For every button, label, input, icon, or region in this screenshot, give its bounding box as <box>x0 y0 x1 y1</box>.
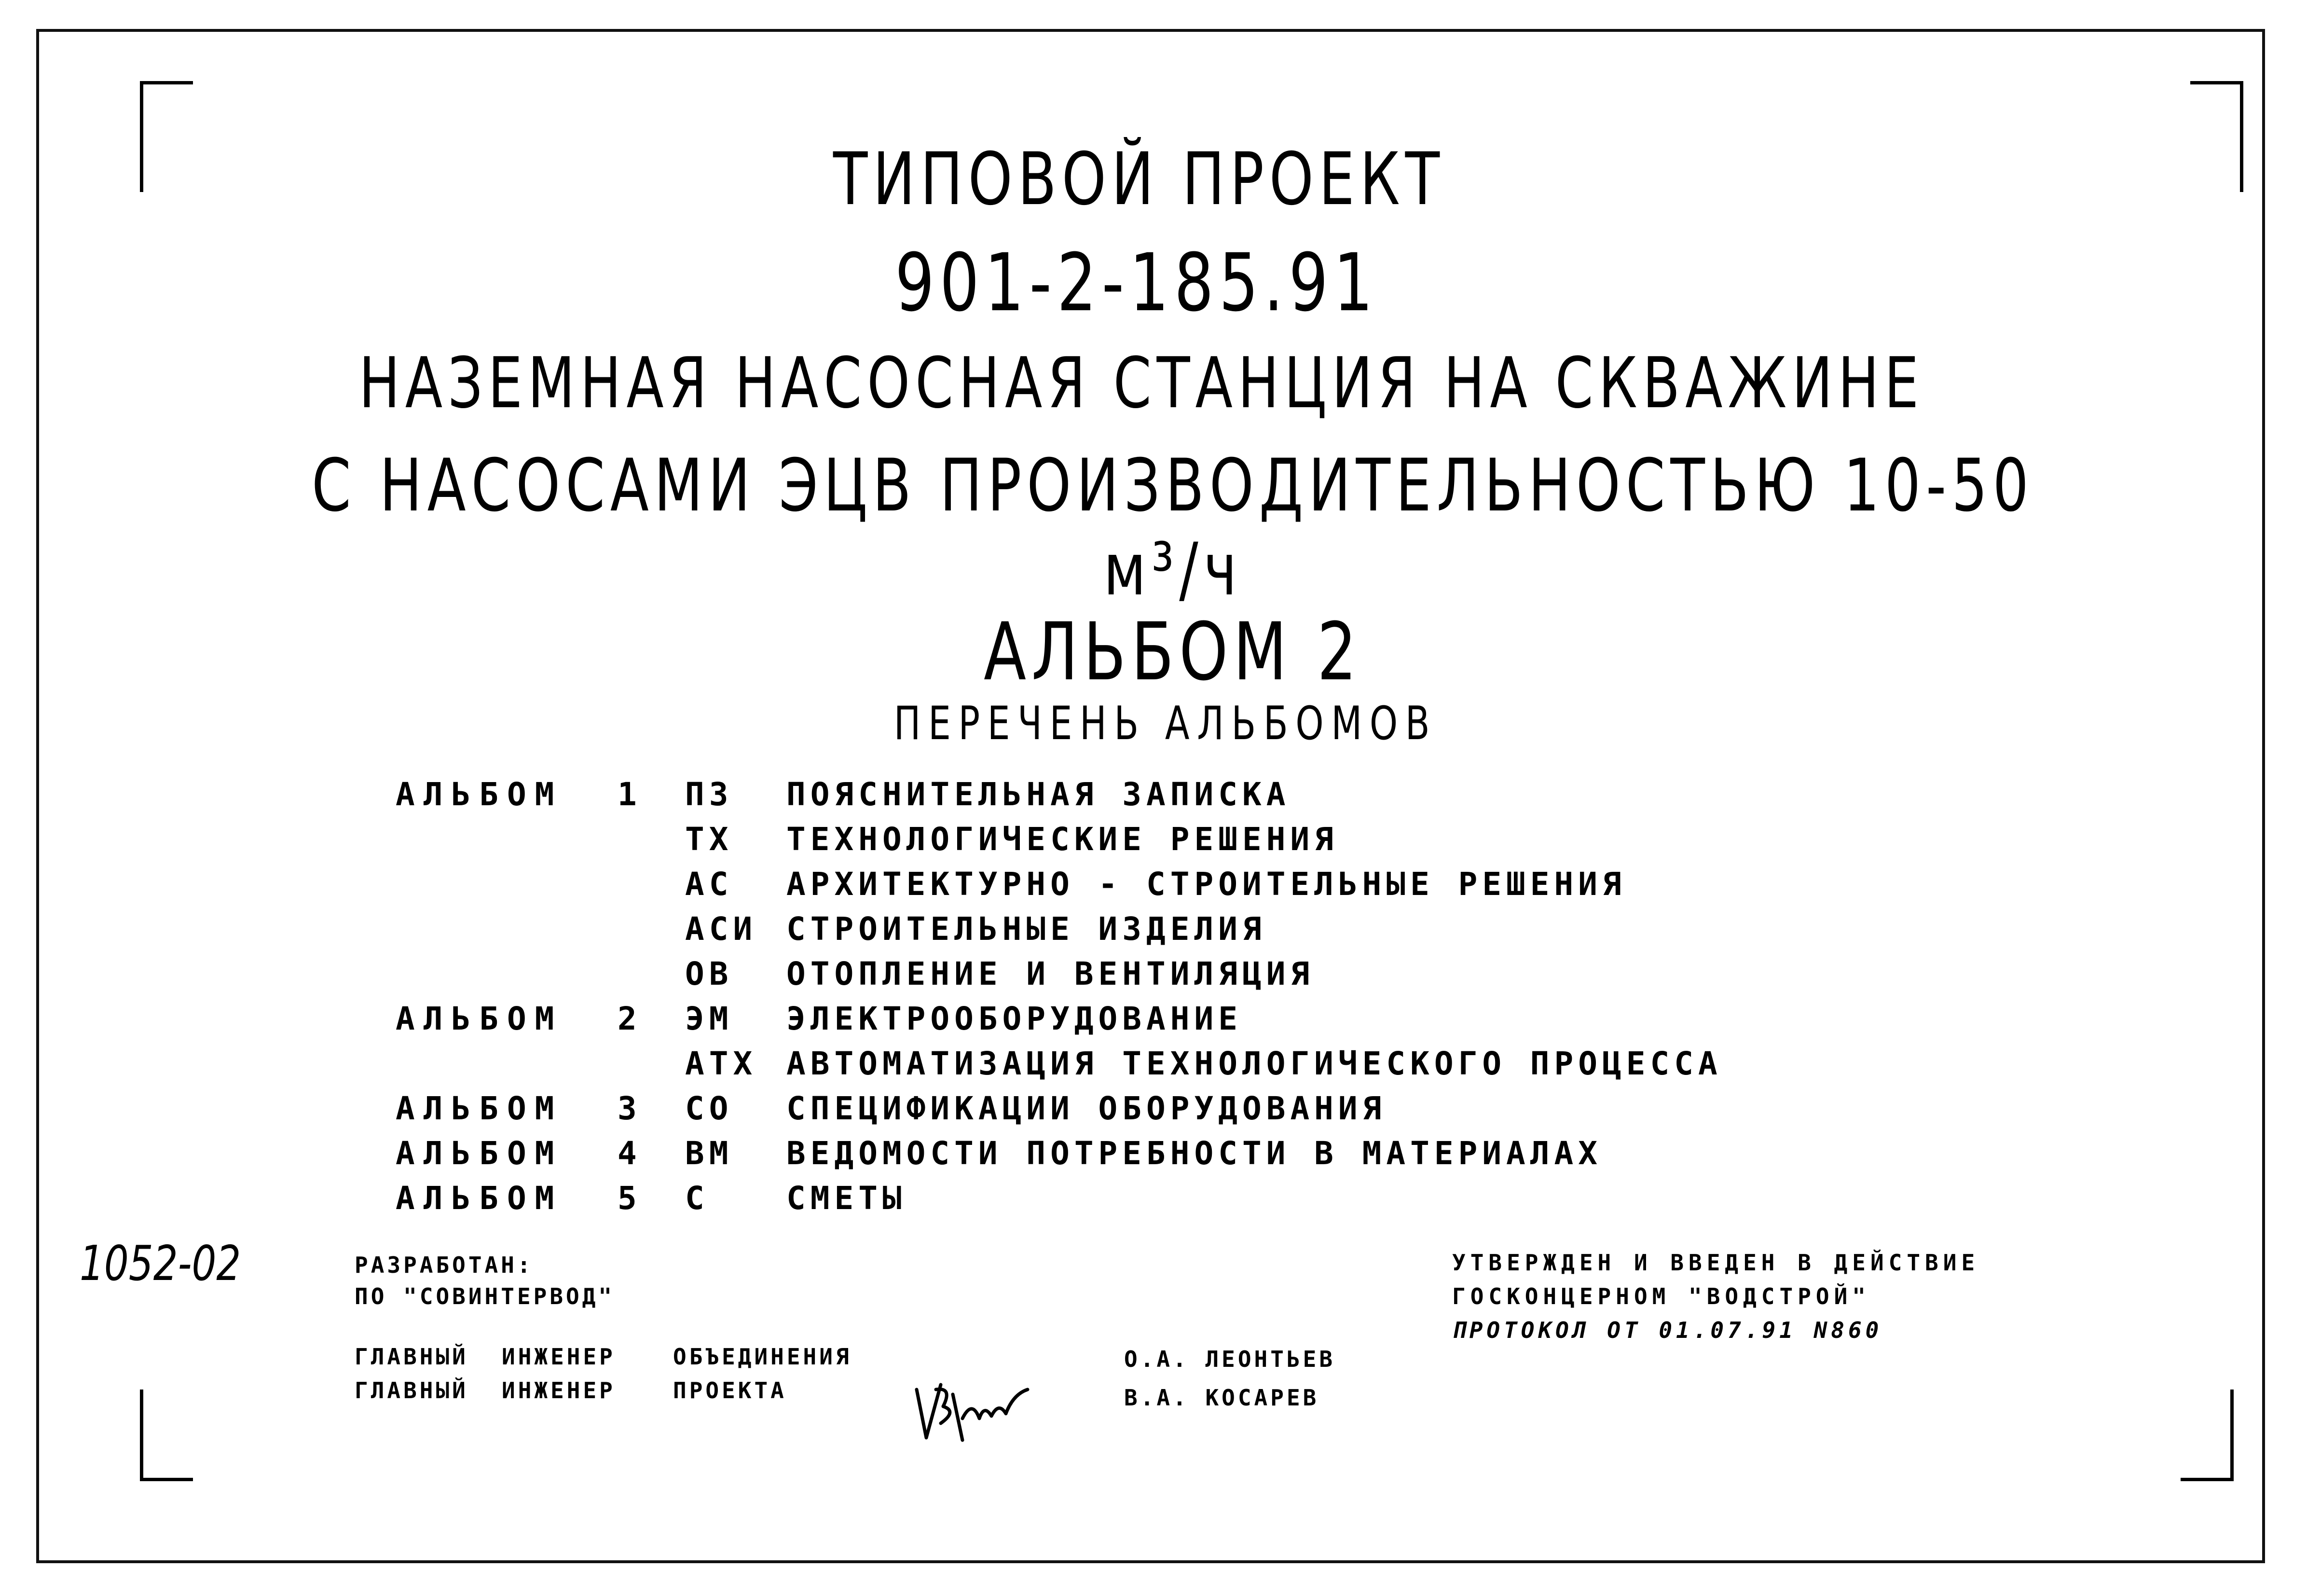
developed-label: РАЗРАБОТАН: <box>355 1252 534 1278</box>
role-2-word-3: ПРОЕКТА <box>673 1377 787 1403</box>
section-description: СПЕЦИФИКАЦИИ ОБОРУДОВАНИЯ <box>786 1090 1387 1127</box>
section-description: АРХИТЕКТУРНО - СТРОИТЕЛЬНЫЕ РЕШЕНИЯ <box>786 866 1626 903</box>
section-code: С <box>685 1180 709 1217</box>
approval-line-2: ГОСКОНЦЕРНОМ "ВОДСТРОЙ" <box>1452 1283 1870 1309</box>
role-1-word-3: ОБЪЕДИНЕНИЯ <box>673 1344 852 1370</box>
handwritten-signature <box>907 1361 1032 1447</box>
section-code: АТХ <box>685 1045 757 1082</box>
section-code: ЭМ <box>685 1000 733 1037</box>
section-code: СО <box>685 1090 733 1127</box>
album-heading: АЛЬБОМ 2 <box>984 605 1362 698</box>
section-code: ОВ <box>685 955 733 992</box>
section-code: АС <box>685 866 733 903</box>
section-code: ТХ <box>685 821 733 858</box>
project-name-line-1: НАЗЕМНАЯ НАСОСНАЯ СТАНЦИЯ НА СКВАЖИНЕ <box>358 343 1924 424</box>
section-description: СМЕТЫ <box>786 1180 906 1217</box>
project-number: 901-2-185.91 <box>895 236 1378 329</box>
crop-mark-top-left <box>140 81 193 192</box>
section-code: ПЗ <box>685 776 733 813</box>
title-typical-project: ТИПОВОЙ ПРОЕКТ <box>833 138 1445 221</box>
section-description: ПОЯСНИТЕЛЬНАЯ ЗАПИСКА <box>786 776 1291 813</box>
album-label: АЛЬБОМ <box>396 1000 563 1037</box>
role-1-word-1: ГЛАВНЫЙ <box>355 1344 468 1370</box>
album-number: 4 <box>618 1135 637 1172</box>
section-description: ЭЛЕКТРООБОРУДОВАНИЕ <box>786 1000 1242 1037</box>
role-1-word-2: ИНЖЕНЕР <box>502 1344 616 1370</box>
crop-mark-bottom-right <box>2181 1390 2234 1481</box>
album-label: АЛЬБОМ <box>396 1180 563 1217</box>
section-description: ТЕХНОЛОГИЧЕСКИЕ РЕШЕНИЯ <box>786 821 1338 858</box>
album-number: 2 <box>618 1000 637 1037</box>
approval-protocol: ПРОТОКОЛ ОТ 01.07.91 N860 <box>1452 1317 1883 1343</box>
section-description: ОТОПЛЕНИЕ И ВЕНТИЛЯЦИЯ <box>786 955 1315 992</box>
project-name-line-2: С НАСОСАМИ ЭЦВ ПРОИЗВОДИТЕЛЬНОСТЬЮ 10-50 м³/ч <box>312 444 2034 612</box>
album-number: 1 <box>618 776 637 813</box>
role-2-word-1: ГЛАВНЫЙ <box>355 1377 468 1403</box>
section-code: АСИ <box>685 910 757 948</box>
approval-line-1: УТВЕРЖДЕН И ВВЕДЕН В ДЕЙСТВИЕ <box>1452 1250 1980 1276</box>
album-label: АЛЬБОМ <box>396 776 563 813</box>
developed-organization: ПО "СОВИНТЕРВОД" <box>355 1283 615 1309</box>
section-code: ВМ <box>685 1135 733 1172</box>
album-label: АЛЬБОМ <box>396 1135 563 1172</box>
album-number: 5 <box>618 1180 637 1217</box>
person-1-name: О.А. ЛЕОНТЬЕВ <box>1124 1346 1336 1372</box>
album-label: АЛЬБОМ <box>396 1090 563 1127</box>
role-2-word-2: ИНЖЕНЕР <box>502 1377 616 1403</box>
person-2-name: В.А. КОСАРЕВ <box>1124 1385 1319 1411</box>
sheet-number: 1052-02 <box>80 1235 241 1292</box>
section-description: ВЕДОМОСТИ ПОТРЕБНОСТИ В МАТЕРИАЛАХ <box>786 1135 1603 1172</box>
section-description: СТРОИТЕЛЬНЫЕ ИЗДЕЛИЯ <box>786 910 1266 948</box>
albums-list-title: ПЕРЕЧЕНЬ АЛЬБОМОВ <box>893 697 1438 750</box>
section-description: АВТОМАТИЗАЦИЯ ТЕХНОЛОГИЧЕСКОГО ПРОЦЕССА <box>786 1045 1722 1082</box>
album-number: 3 <box>618 1090 637 1127</box>
crop-mark-bottom-left <box>140 1390 193 1481</box>
crop-mark-top-right <box>2190 81 2243 192</box>
